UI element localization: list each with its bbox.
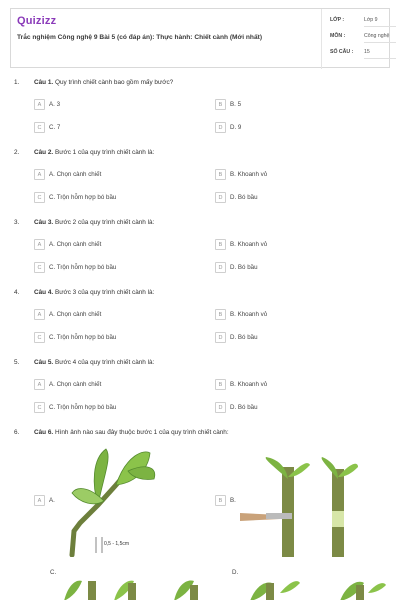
- option-text: D.: [232, 569, 239, 576]
- option-letter-box[interactable]: C: [34, 122, 45, 133]
- worksheet-meta: [321, 9, 391, 69]
- meta-row-count: [330, 49, 400, 61]
- option-letter-box[interactable]: A: [34, 99, 45, 110]
- option-text: B. Khoanh vỏ: [230, 311, 268, 318]
- option-text: D. Bó bầu: [230, 264, 258, 271]
- option-text: D. Bó bầu: [230, 404, 258, 411]
- option-letter-box[interactable]: C: [34, 402, 45, 413]
- option-text: D. 9: [230, 124, 242, 131]
- option-letter-box[interactable]: A: [34, 169, 45, 180]
- option-letter-box[interactable]: D: [215, 192, 226, 203]
- quizizz-logo: Quizizz: [17, 15, 57, 27]
- option-text: A. Chọn cành chiết: [49, 311, 102, 318]
- question-label: Câu 1.: [34, 79, 54, 86]
- question-number: 5.: [14, 359, 20, 366]
- meta-underline: [364, 58, 396, 59]
- question-text: [34, 359, 154, 366]
- meta-key: MÔN :: [330, 33, 346, 39]
- meta-underline: [364, 26, 396, 27]
- option-letter-box[interactable]: A: [34, 309, 45, 320]
- option-letter-box[interactable]: D: [215, 332, 226, 343]
- option-letter-box[interactable]: C: [34, 332, 45, 343]
- option-letter-box[interactable]: B: [215, 239, 226, 250]
- option-c-image[interactable]: [54, 573, 214, 600]
- option-text: B. Khoanh vỏ: [230, 381, 268, 388]
- meta-row-grade: [330, 17, 400, 29]
- question-number: 4.: [14, 289, 20, 296]
- question-6: [0, 429, 400, 600]
- option-text: A. Chọn cành chiết: [49, 381, 102, 388]
- option-text: B.: [230, 497, 236, 504]
- question-number: 3.: [14, 219, 20, 226]
- question-body: Hình ảnh nào sau đây thuộc bước 1 của quy trình chiết cành:: [54, 429, 229, 436]
- option-letter-box[interactable]: B: [215, 309, 226, 320]
- option-letter-box[interactable]: B: [215, 99, 226, 110]
- option-text: A. Chọn cành chiết: [49, 241, 102, 248]
- question-label: Câu 6.: [34, 429, 54, 436]
- option-text: B. 5: [230, 101, 242, 108]
- worksheet-title: Trắc nghiệm Công nghệ 9 Bài 5 (có đáp án): Thực hành: Chiết cành (Mới nhất): [17, 34, 263, 41]
- question-text: [34, 429, 229, 436]
- meta-value: Lớp 9: [364, 17, 378, 23]
- question-body: Quy trình chiết cành bao gồm mấy bước?: [54, 79, 174, 86]
- meta-underline: [364, 42, 396, 43]
- option-letter-box[interactable]: A: [34, 495, 45, 506]
- meta-key: SỐ CÂU :: [330, 49, 354, 55]
- question-text: [34, 149, 154, 156]
- meta-row-subject: [330, 33, 400, 45]
- branch-with-leaves-image[interactable]: [58, 445, 168, 557]
- option-text: A. 3: [49, 101, 61, 108]
- question-text: [34, 219, 154, 226]
- option-text: D. Bó bầu: [230, 334, 258, 341]
- measure-label: 0,5 - 1,5cm: [104, 541, 130, 547]
- option-letter-box[interactable]: A: [34, 239, 45, 250]
- option-letter-box[interactable]: C: [34, 192, 45, 203]
- option-letter-box[interactable]: D: [215, 262, 226, 273]
- option-d-image[interactable]: [240, 575, 390, 600]
- option-text: C. Trộn hỗm hợp bó bầu: [49, 334, 117, 341]
- question-body: Bước 3 của quy trình chiết cành là:: [54, 289, 155, 296]
- question-number: 6.: [14, 429, 20, 436]
- option-text: C. Trộn hỗm hợp bó bầu: [49, 194, 117, 201]
- option-letter-box[interactable]: B: [215, 495, 226, 506]
- meta-value: 15: [364, 49, 370, 55]
- worksheet-header: [10, 8, 390, 68]
- option-text: C. Trộn hỗm hợp bó bầu: [49, 264, 117, 271]
- option-text: B. Khoanh vỏ: [230, 241, 268, 248]
- option-text: B. Khoanh vỏ: [230, 171, 268, 178]
- option-text: C.: [50, 569, 57, 576]
- question-text: [34, 289, 154, 296]
- option-text: D. Bó bầu: [230, 194, 258, 201]
- question-label: Câu 2.: [34, 149, 54, 156]
- question-number: 2.: [14, 149, 20, 156]
- question-text: [34, 79, 173, 86]
- meta-value: Công nghệ: [364, 33, 390, 39]
- question-label: Câu 3.: [34, 219, 54, 226]
- option-text: C. Trộn hỗm hợp bó bầu: [49, 404, 117, 411]
- option-letter-box[interactable]: D: [215, 402, 226, 413]
- question-body: Bước 4 của quy trình chiết cành là:: [54, 359, 155, 366]
- question-label: Câu 5.: [34, 359, 54, 366]
- question-label: Câu 4.: [34, 289, 54, 296]
- question-body: Bước 2 của quy trình chiết cành là:: [54, 219, 155, 226]
- option-letter-box[interactable]: B: [215, 169, 226, 180]
- question-number: 1.: [14, 79, 20, 86]
- question-body: Bước 1 của quy trình chiết cành là:: [54, 149, 155, 156]
- ring-cutting-image[interactable]: [236, 457, 386, 557]
- option-text: A. Chọn cành chiết: [49, 171, 102, 178]
- option-letter-box[interactable]: C: [34, 262, 45, 273]
- meta-key: LỚP :: [330, 17, 345, 23]
- option-text: A.: [49, 497, 55, 504]
- option-letter-box[interactable]: A: [34, 379, 45, 390]
- option-letter-box[interactable]: D: [215, 122, 226, 133]
- option-text: C. 7: [49, 124, 61, 131]
- option-letter-box[interactable]: B: [215, 379, 226, 390]
